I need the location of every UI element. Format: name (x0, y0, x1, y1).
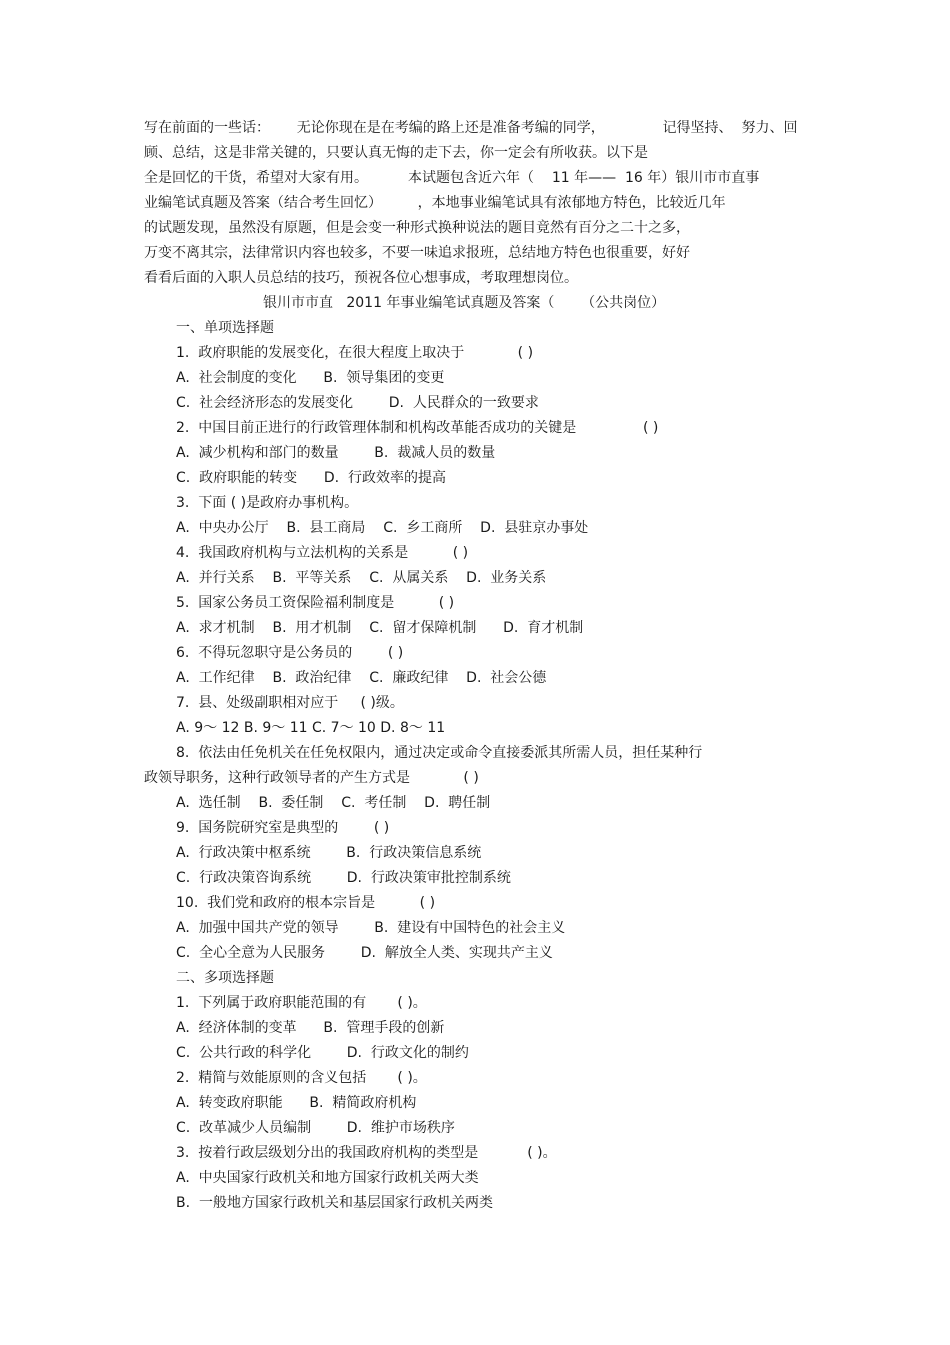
question-line: 2. 精简与效能原则的含义包括 ( )。 (176, 1070, 427, 1086)
question-line: 8. 依法由任免机关在任免权限内，通过决定或命令直接委派其所需人员，担任某种行 (176, 745, 703, 761)
question-line: 3. 按着行政层级划分出的我国政府机构的类型是 ( )。 (176, 1145, 557, 1161)
intro-line-1: 写在前面的一些话： 无论你现在是在考编的路上还是准备考编的同学， 记得坚持、 努力、回 (144, 120, 798, 136)
intro-line-5: 的试题发现，虽然没有原题，但是会变一种形式换种说法的题目竟然有百分之二十之多， (144, 220, 690, 236)
question-line: 9. 国务院研究室是典型的 ( ) (176, 820, 390, 836)
option-line: C. 社会经济形态的发展变化 D. 人民群众的一致要求 (176, 395, 539, 411)
option-line: A. 转变政府职能 B. 精简政府机构 (176, 1095, 417, 1111)
intro-line-6: 万变不离其宗，法律常识内容也较多，不要一味追求报班，总结地方特色也很重要，好好 (144, 245, 690, 261)
question-line: 3. 下面 ( )是政府办事机构。 (176, 495, 359, 511)
option-line: C. 政府职能的转变 D. 行政效率的提高 (176, 470, 446, 486)
option-line: A. 减少机构和部门的数量 B. 裁减人员的数量 (176, 445, 496, 461)
option-line: A. 经济体制的变革 B. 管理手段的创新 (176, 1020, 445, 1036)
intro-line-4: 业编笔试真题及答案（结合考生回忆） ，本地事业编笔试具有浓郁地方特色，比较近几年 (144, 195, 726, 211)
option-line: A. 中央办公厅 B. 县工商局 C. 乡工商所 D. 县驻京办事处 (176, 520, 589, 536)
intro-line-3: 全是回忆的干货，希望对大家有用。 本试题包含近六年（ 11 年—— 16 年）银川市市直事 (144, 170, 760, 186)
question-line: 2. 中国目前正进行的行政管理体制和机构改革能否成功的关键是 ( ) (176, 420, 659, 436)
option-line: A. 选任制 B. 委任制 C. 考任制 D. 聘任制 (176, 795, 491, 811)
question-line: 1. 下列属于政府职能范围的有 ( )。 (176, 995, 427, 1011)
exam-title: 银川市市直 2011 年事业编笔试真题及答案（ （公共岗位） (263, 295, 666, 311)
section-heading-multi: 二、多项选择题 (176, 970, 274, 986)
option-line: C. 公共行政的科学化 D. 行政文化的制约 (176, 1045, 469, 1061)
question-line: 10. 我们党和政府的根本宗旨是 ( ) (176, 895, 436, 911)
intro-line-7: 看看后面的入职人员总结的技巧，预祝各位心想事成，考取理想岗位。 (144, 270, 578, 286)
option-line: A. 行政决策中枢系统 B. 行政决策信息系统 (176, 845, 482, 861)
question-line: 4. 我国政府机构与立法机构的关系是 ( ) (176, 545, 469, 561)
question-line: 5. 国家公务员工资保险福利制度是 ( ) (176, 595, 455, 611)
question-line: 7. 县、处级副职相对应于 ( )级。 (176, 695, 404, 711)
option-line: A. 求才机制 B. 用才机制 C. 留才保障机制 D. 育才机制 (176, 620, 584, 636)
option-line: C. 改革减少人员编制 D. 维护市场秩序 (176, 1120, 455, 1136)
option-line: A. 工作纪律 B. 政治纪律 C. 廉政纪律 D. 社会公德 (176, 670, 547, 686)
option-line: B. 一般地方国家行政机关和基层国家行政机关两类 (176, 1195, 493, 1211)
intro-line-2: 顾、总结，这是非常关键的，只要认真无悔的走下去，你一定会有所收获。以下是 (144, 145, 648, 161)
option-line: A. 9～ 12 B. 9～ 11 C. 7～ 10 D. 8～ 11 (176, 720, 446, 736)
question-line: 6. 不得玩忽职守是公务员的 ( ) (176, 645, 404, 661)
option-line: A. 加强中国共产党的领导 B. 建设有中国特色的社会主义 (176, 920, 566, 936)
option-line: A. 并行关系 B. 平等关系 C. 从属关系 D. 业务关系 (176, 570, 547, 586)
option-line: C. 全心全意为人民服务 D. 解放全人类、实现共产主义 (176, 945, 553, 961)
section-heading-single: 一、单项选择题 (176, 320, 274, 336)
question-line: 1. 政府职能的发展变化，在很大程度上取决于 ( ) (176, 345, 534, 361)
option-line: C. 行政决策咨询系统 D. 行政决策审批控制系统 (176, 870, 511, 886)
question-line-continued: 政领导职务，这种行政领导者的产生方式是 ( ) (144, 770, 479, 786)
option-line: A. 中央国家行政机关和地方国家行政机关两大类 (176, 1170, 479, 1186)
option-line: A. 社会制度的变化 B. 领导集团的变更 (176, 370, 445, 386)
